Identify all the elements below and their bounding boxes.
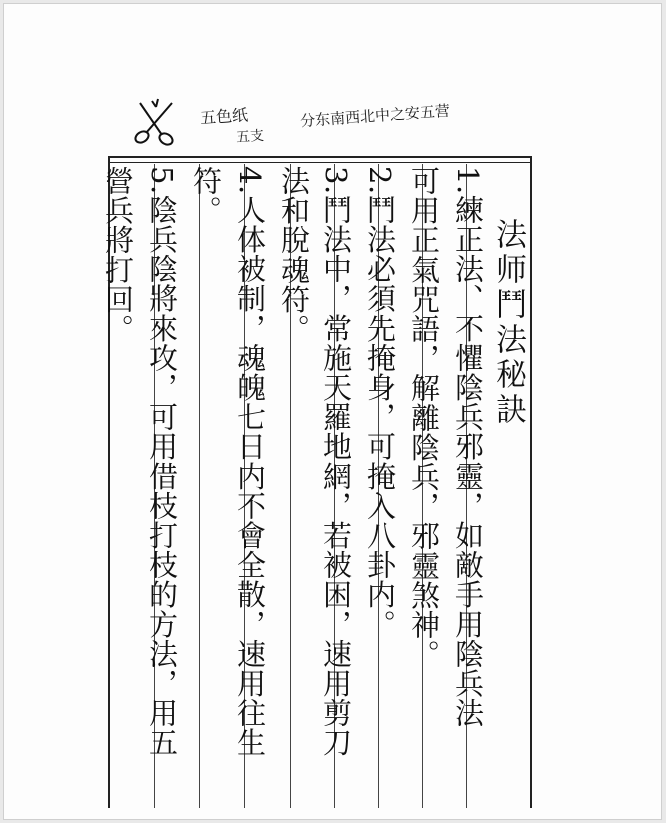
- text-line-4: 3.鬥法中，常施天羅地網，若被困，速用剪刀: [319, 166, 353, 758]
- text-line-7: 符。: [189, 166, 223, 226]
- note-paper-colors: 五色纸: [199, 105, 249, 128]
- text-line-3: 2.鬥法必須先掩身，可掩入八卦内。: [363, 166, 397, 639]
- text-line-1: 1.練正法、不懼陰兵邪靈，如敵手用陰兵法: [451, 166, 485, 728]
- column-rule: [199, 164, 200, 808]
- ruled-sheet: [101, 156, 532, 808]
- document-page: [4, 4, 661, 819]
- sheet-top-rule: [108, 162, 532, 163]
- note-count: 五支: [235, 128, 265, 146]
- header-notes: [4, 4, 661, 164]
- text-line-8: 5.陰兵陰將來攻，可用借枝打枝的方法，用五: [145, 166, 179, 758]
- text-line-2: 可用正氣咒語，解離陰兵，邪靈煞神。: [407, 166, 441, 670]
- scissors-icon: [132, 97, 184, 149]
- text-line-5: 法和脫魂符。: [277, 166, 311, 344]
- text-line-9: 營兵將打回。: [101, 166, 135, 344]
- document-title: 法师鬥法秘訣: [490, 218, 526, 428]
- text-line-6: 4.人体被制，魂魄七日内不會全散，速用往生: [233, 166, 267, 758]
- note-five-camps: 分东南西北中之安五营: [299, 101, 451, 131]
